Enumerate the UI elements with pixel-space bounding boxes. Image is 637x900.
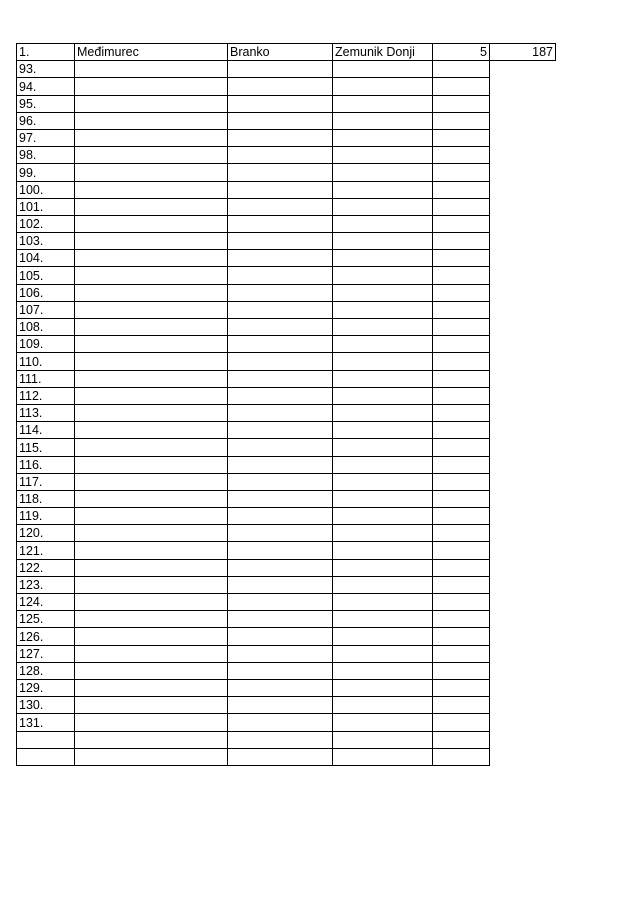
blank-area (490, 714, 556, 731)
empty-cell[interactable] (433, 61, 490, 78)
table-row (17, 628, 556, 645)
table-row (17, 301, 556, 318)
row-number-cell[interactable]: 116. (17, 456, 75, 473)
row-number-cell[interactable]: 124. (17, 594, 75, 611)
empty-cell[interactable] (433, 525, 490, 542)
row-number-cell[interactable]: 109. (17, 336, 75, 353)
empty-cell[interactable] (75, 284, 228, 301)
row-number-cell[interactable]: 112. (17, 387, 75, 404)
blank-area (490, 576, 556, 593)
row-number-cell[interactable]: 115. (17, 439, 75, 456)
table-row (17, 233, 556, 250)
empty-cell[interactable] (75, 387, 228, 404)
empty-cell[interactable] (333, 129, 433, 146)
empty-cell[interactable] (75, 61, 228, 78)
empty-cell[interactable] (433, 370, 490, 387)
empty-cell[interactable] (75, 164, 228, 181)
empty-cell[interactable] (75, 319, 228, 336)
row-number-cell[interactable]: 93. (17, 61, 75, 78)
empty-cell[interactable] (333, 628, 433, 645)
blank-area (490, 284, 556, 301)
table-row (17, 576, 556, 593)
empty-cell[interactable] (228, 284, 333, 301)
row-number-cell[interactable]: 95. (17, 95, 75, 112)
blank-area (490, 147, 556, 164)
table-row (17, 112, 556, 129)
table-row (17, 731, 556, 748)
table-row (17, 181, 556, 198)
blank-area (490, 456, 556, 473)
empty-cell[interactable] (228, 147, 333, 164)
empty-cell[interactable] (75, 233, 228, 250)
empty-cell[interactable] (75, 559, 228, 576)
empty-cell[interactable] (228, 525, 333, 542)
empty-cell[interactable] (433, 645, 490, 662)
row-number-cell[interactable]: 117. (17, 473, 75, 490)
table-row (17, 748, 556, 765)
blank-area (490, 697, 556, 714)
table-body (17, 44, 556, 766)
empty-cell[interactable] (333, 370, 433, 387)
empty-cell[interactable] (75, 370, 228, 387)
empty-cell[interactable] (433, 164, 490, 181)
empty-cell[interactable] (228, 112, 333, 129)
empty-cell[interactable] (333, 508, 433, 525)
row-number-cell[interactable]: 113. (17, 404, 75, 421)
row-number-cell[interactable] (17, 748, 75, 765)
row-number-cell[interactable]: 123. (17, 576, 75, 593)
empty-cell[interactable] (75, 576, 228, 593)
cell-count[interactable]: 5 (433, 44, 490, 61)
empty-cell[interactable] (333, 473, 433, 490)
empty-cell[interactable] (433, 456, 490, 473)
cell-county[interactable]: Međimurec (75, 44, 228, 61)
empty-cell[interactable] (75, 542, 228, 559)
empty-cell[interactable] (228, 490, 333, 507)
empty-cell[interactable] (75, 181, 228, 198)
empty-cell[interactable] (333, 301, 433, 318)
row-number-cell[interactable]: 131. (17, 714, 75, 731)
empty-cell[interactable] (228, 95, 333, 112)
empty-cell[interactable] (433, 336, 490, 353)
empty-cell[interactable] (333, 147, 433, 164)
empty-cell[interactable] (333, 645, 433, 662)
blank-area (490, 525, 556, 542)
table-row (17, 250, 556, 267)
empty-cell[interactable] (333, 250, 433, 267)
row-number-cell[interactable]: 104. (17, 250, 75, 267)
empty-cell[interactable] (433, 679, 490, 696)
table-row (17, 198, 556, 215)
blank-area (490, 611, 556, 628)
empty-cell[interactable] (75, 508, 228, 525)
empty-cell[interactable] (333, 215, 433, 232)
blank-area (490, 473, 556, 490)
empty-cell[interactable] (228, 559, 333, 576)
row-number-cell[interactable]: 98. (17, 147, 75, 164)
empty-cell[interactable] (333, 542, 433, 559)
empty-cell[interactable] (333, 95, 433, 112)
empty-cell[interactable] (228, 473, 333, 490)
empty-cell[interactable] (75, 404, 228, 421)
empty-cell[interactable] (333, 490, 433, 507)
blank-area (490, 267, 556, 284)
table-row (17, 387, 556, 404)
row-number-cell[interactable]: 125. (17, 611, 75, 628)
row-number-cell[interactable]: 119. (17, 508, 75, 525)
table-row (17, 662, 556, 679)
empty-cell[interactable] (228, 387, 333, 404)
empty-cell[interactable] (433, 250, 490, 267)
row-number-cell[interactable]: 111. (17, 370, 75, 387)
empty-cell[interactable] (433, 404, 490, 421)
blank-area (490, 404, 556, 421)
empty-cell[interactable] (433, 147, 490, 164)
empty-cell[interactable] (228, 576, 333, 593)
empty-cell[interactable] (228, 714, 333, 731)
empty-cell[interactable] (228, 748, 333, 765)
blank-area (490, 301, 556, 318)
empty-cell[interactable] (75, 628, 228, 645)
row-number-cell[interactable]: 114. (17, 422, 75, 439)
table-row (17, 525, 556, 542)
empty-cell[interactable] (228, 353, 333, 370)
row-number-cell[interactable] (17, 731, 75, 748)
empty-cell[interactable] (433, 215, 490, 232)
blank-area (490, 748, 556, 765)
empty-cell[interactable] (433, 387, 490, 404)
row-number-cell[interactable]: 110. (17, 353, 75, 370)
blank-area (490, 490, 556, 507)
empty-cell[interactable] (433, 78, 490, 95)
table-row (17, 559, 556, 576)
table-row (17, 714, 556, 731)
table-row (17, 129, 556, 146)
blank-area (490, 422, 556, 439)
table-row (17, 422, 556, 439)
empty-cell[interactable] (433, 319, 490, 336)
table-row (17, 473, 556, 490)
empty-cell[interactable] (75, 422, 228, 439)
empty-cell[interactable] (433, 714, 490, 731)
table-row (17, 147, 556, 164)
blank-area (490, 233, 556, 250)
cell-total[interactable]: 187 (490, 44, 556, 61)
row-number-cell[interactable]: 127. (17, 645, 75, 662)
row-number-cell[interactable]: 107. (17, 301, 75, 318)
empty-cell[interactable] (433, 748, 490, 765)
empty-cell[interactable] (75, 456, 228, 473)
empty-cell[interactable] (333, 267, 433, 284)
row-number-cell[interactable]: 105. (17, 267, 75, 284)
empty-cell[interactable] (333, 233, 433, 250)
empty-cell[interactable] (228, 198, 333, 215)
empty-cell[interactable] (75, 267, 228, 284)
empty-cell[interactable] (228, 439, 333, 456)
empty-cell[interactable] (228, 456, 333, 473)
blank-area (490, 594, 556, 611)
table-row (17, 594, 556, 611)
table-row (17, 353, 556, 370)
empty-cell[interactable] (333, 181, 433, 198)
empty-cell[interactable] (75, 250, 228, 267)
row-number-cell[interactable]: 129. (17, 679, 75, 696)
empty-cell[interactable] (333, 748, 433, 765)
empty-cell[interactable] (433, 662, 490, 679)
row-number-cell[interactable]: 106. (17, 284, 75, 301)
empty-cell[interactable] (75, 525, 228, 542)
empty-cell[interactable] (433, 284, 490, 301)
empty-cell[interactable] (75, 353, 228, 370)
empty-cell[interactable] (333, 731, 433, 748)
empty-cell[interactable] (333, 61, 433, 78)
blank-area (490, 679, 556, 696)
empty-cell[interactable] (333, 164, 433, 181)
empty-cell[interactable] (228, 61, 333, 78)
table-row (17, 336, 556, 353)
empty-cell[interactable] (333, 112, 433, 129)
row-number-cell[interactable]: 118. (17, 490, 75, 507)
blank-area (490, 319, 556, 336)
empty-cell[interactable] (433, 508, 490, 525)
empty-cell[interactable] (433, 267, 490, 284)
table-row (17, 164, 556, 181)
empty-cell[interactable] (228, 594, 333, 611)
cell-name[interactable]: Branko (228, 44, 333, 61)
cell-rank[interactable]: 1. (17, 44, 75, 61)
empty-cell[interactable] (433, 473, 490, 490)
blank-area (490, 645, 556, 662)
table-row (17, 439, 556, 456)
empty-cell[interactable] (228, 628, 333, 645)
empty-cell[interactable] (333, 404, 433, 421)
table-row (17, 370, 556, 387)
blank-area (490, 370, 556, 387)
empty-cell[interactable] (75, 95, 228, 112)
empty-cell[interactable] (433, 95, 490, 112)
empty-cell[interactable] (333, 387, 433, 404)
empty-cell[interactable] (433, 731, 490, 748)
empty-cell[interactable] (333, 714, 433, 731)
table-row (17, 697, 556, 714)
row-number-cell[interactable]: 101. (17, 198, 75, 215)
blank-area (490, 215, 556, 232)
table-row (17, 95, 556, 112)
empty-cell[interactable] (75, 473, 228, 490)
row-number-cell[interactable]: 96. (17, 112, 75, 129)
spreadsheet-table (16, 43, 556, 766)
empty-cell[interactable] (228, 422, 333, 439)
empty-cell[interactable] (433, 233, 490, 250)
blank-area (490, 95, 556, 112)
row-number-cell[interactable]: 130. (17, 697, 75, 714)
blank-area (490, 129, 556, 146)
empty-cell[interactable] (333, 697, 433, 714)
empty-cell[interactable] (75, 490, 228, 507)
table-row (17, 679, 556, 696)
empty-cell[interactable] (228, 164, 333, 181)
blank-area (490, 61, 556, 78)
empty-cell[interactable] (433, 611, 490, 628)
empty-cell[interactable] (75, 714, 228, 731)
table-row (17, 456, 556, 473)
table-row-first (17, 44, 556, 61)
empty-cell[interactable] (75, 301, 228, 318)
empty-cell[interactable] (228, 645, 333, 662)
empty-cell[interactable] (228, 542, 333, 559)
empty-cell[interactable] (228, 233, 333, 250)
empty-cell[interactable] (433, 112, 490, 129)
empty-cell[interactable] (333, 525, 433, 542)
table-row (17, 490, 556, 507)
blank-area (490, 508, 556, 525)
blank-area (490, 439, 556, 456)
empty-cell[interactable] (333, 198, 433, 215)
table-row (17, 61, 556, 78)
empty-cell[interactable] (228, 336, 333, 353)
empty-cell[interactable] (228, 662, 333, 679)
empty-cell[interactable] (333, 594, 433, 611)
empty-cell[interactable] (333, 353, 433, 370)
empty-cell[interactable] (75, 439, 228, 456)
blank-area (490, 112, 556, 129)
empty-cell[interactable] (228, 267, 333, 284)
empty-cell[interactable] (228, 78, 333, 95)
empty-cell[interactable] (75, 198, 228, 215)
row-number-cell[interactable]: 128. (17, 662, 75, 679)
empty-cell[interactable] (75, 748, 228, 765)
empty-cell[interactable] (228, 731, 333, 748)
empty-cell[interactable] (433, 594, 490, 611)
table-row (17, 267, 556, 284)
row-number-cell[interactable]: 103. (17, 233, 75, 250)
blank-area (490, 164, 556, 181)
empty-cell[interactable] (228, 404, 333, 421)
empty-cell[interactable] (433, 559, 490, 576)
empty-cell[interactable] (433, 542, 490, 559)
empty-cell[interactable] (75, 697, 228, 714)
row-number-cell[interactable]: 100. (17, 181, 75, 198)
empty-cell[interactable] (433, 353, 490, 370)
row-number-cell[interactable]: 121. (17, 542, 75, 559)
row-number-cell[interactable]: 120. (17, 525, 75, 542)
table-row (17, 319, 556, 336)
empty-cell[interactable] (228, 250, 333, 267)
empty-cell[interactable] (75, 594, 228, 611)
empty-cell[interactable] (75, 731, 228, 748)
table-row (17, 284, 556, 301)
blank-area (490, 181, 556, 198)
blank-area (490, 662, 556, 679)
empty-cell[interactable] (228, 697, 333, 714)
empty-cell[interactable] (433, 576, 490, 593)
row-number-cell[interactable]: 99. (17, 164, 75, 181)
blank-area (490, 559, 556, 576)
empty-cell[interactable] (228, 301, 333, 318)
empty-cell[interactable] (333, 456, 433, 473)
empty-cell[interactable] (333, 422, 433, 439)
empty-cell[interactable] (75, 129, 228, 146)
empty-cell[interactable] (75, 611, 228, 628)
empty-cell[interactable] (433, 422, 490, 439)
empty-cell[interactable] (433, 628, 490, 645)
empty-cell[interactable] (75, 78, 228, 95)
empty-cell[interactable] (228, 181, 333, 198)
blank-area (490, 628, 556, 645)
empty-cell[interactable] (228, 508, 333, 525)
empty-cell[interactable] (75, 662, 228, 679)
empty-cell[interactable] (433, 181, 490, 198)
empty-cell[interactable] (228, 129, 333, 146)
empty-cell[interactable] (433, 490, 490, 507)
blank-area (490, 353, 556, 370)
empty-cell[interactable] (228, 679, 333, 696)
row-number-cell[interactable]: 102. (17, 215, 75, 232)
empty-cell[interactable] (228, 611, 333, 628)
empty-cell[interactable] (333, 679, 433, 696)
empty-cell[interactable] (228, 319, 333, 336)
table-row (17, 542, 556, 559)
cell-place[interactable]: Zemunik Donji (333, 44, 433, 61)
row-number-cell[interactable]: 126. (17, 628, 75, 645)
empty-cell[interactable] (433, 198, 490, 215)
blank-area (490, 336, 556, 353)
empty-cell[interactable] (433, 697, 490, 714)
empty-cell[interactable] (75, 336, 228, 353)
empty-cell[interactable] (433, 129, 490, 146)
table-row (17, 508, 556, 525)
empty-cell[interactable] (333, 662, 433, 679)
blank-area (490, 542, 556, 559)
blank-area (490, 250, 556, 267)
row-number-cell[interactable]: 97. (17, 129, 75, 146)
empty-cell[interactable] (75, 679, 228, 696)
empty-cell[interactable] (433, 301, 490, 318)
table-row (17, 215, 556, 232)
empty-cell[interactable] (333, 78, 433, 95)
empty-cell[interactable] (75, 147, 228, 164)
empty-cell[interactable] (333, 576, 433, 593)
empty-cell[interactable] (333, 611, 433, 628)
empty-cell[interactable] (75, 112, 228, 129)
row-number-cell[interactable]: 108. (17, 319, 75, 336)
blank-area (490, 387, 556, 404)
empty-cell[interactable] (433, 439, 490, 456)
empty-cell[interactable] (333, 439, 433, 456)
empty-cell[interactable] (333, 319, 433, 336)
row-number-cell[interactable]: 122. (17, 559, 75, 576)
empty-cell[interactable] (75, 645, 228, 662)
empty-cell[interactable] (75, 215, 228, 232)
blank-area (490, 78, 556, 95)
table-row (17, 645, 556, 662)
empty-cell[interactable] (333, 284, 433, 301)
table-row (17, 78, 556, 95)
blank-area (490, 198, 556, 215)
empty-cell[interactable] (228, 215, 333, 232)
empty-cell[interactable] (333, 336, 433, 353)
row-number-cell[interactable]: 94. (17, 78, 75, 95)
blank-area (490, 731, 556, 748)
table-row (17, 404, 556, 421)
table-row (17, 611, 556, 628)
empty-cell[interactable] (228, 370, 333, 387)
empty-cell[interactable] (333, 559, 433, 576)
